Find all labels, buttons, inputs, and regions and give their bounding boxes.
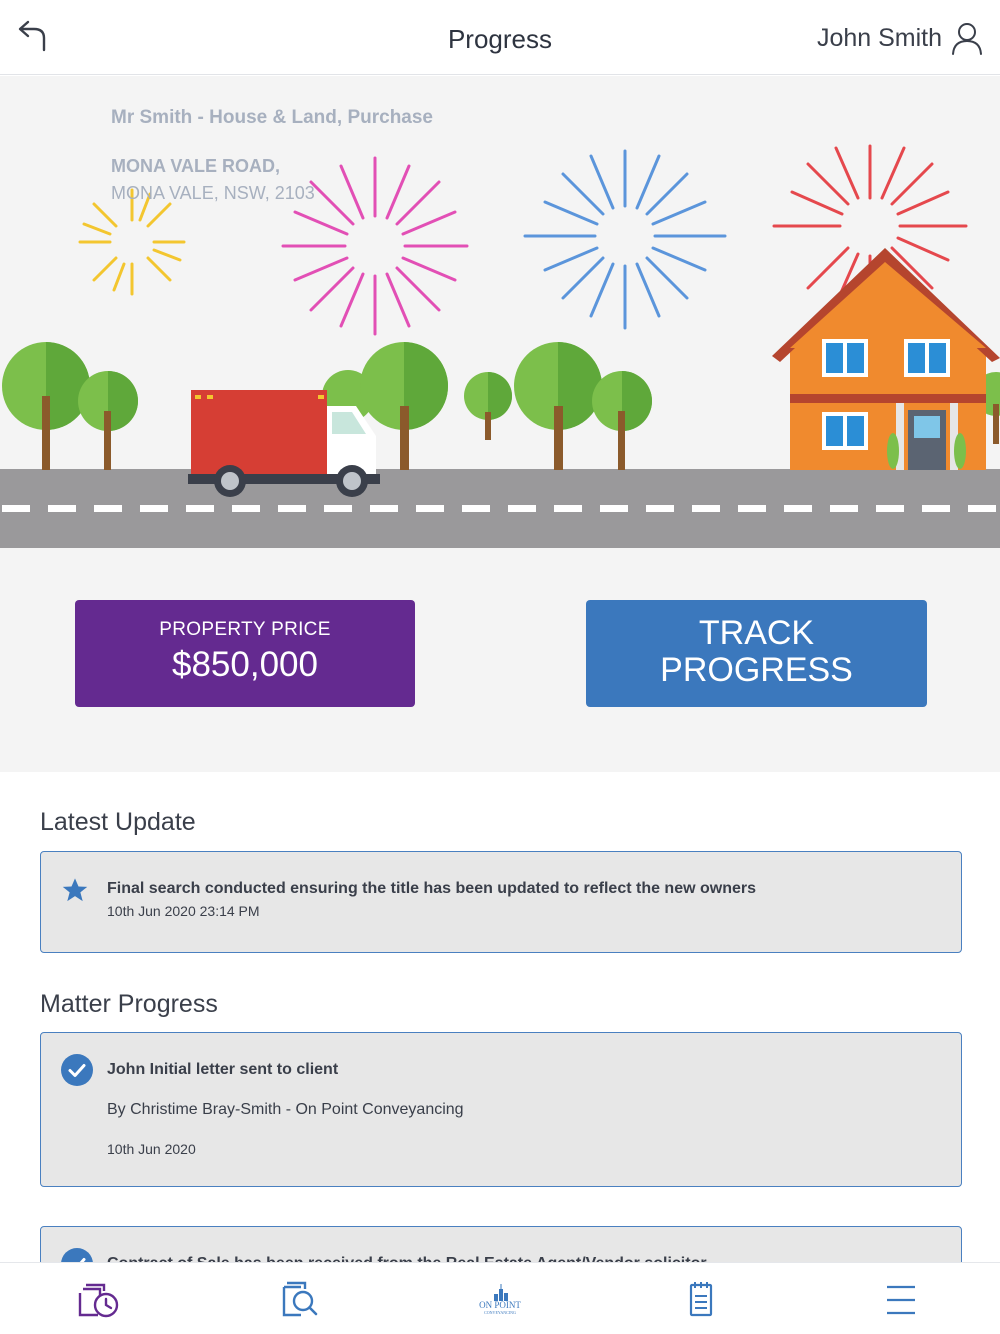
hero-illustration [0,76,1000,548]
notepad-icon [679,1279,723,1319]
logo-subtext: CONVEYANCING [484,1310,516,1315]
latest-update-text: Final search conducted ensuring the title has been updated to reflect the new owners [107,880,757,897]
tab-menu[interactable] [879,1279,923,1319]
user-name: John Smith [816,23,942,52]
latest-update-card[interactable] [40,851,962,953]
moving-truck [188,390,380,497]
latest-update-timestamp: 10th Jun 2020 23:14 PM [107,903,260,919]
moving-scene-illustration [0,76,1000,548]
property-address-line1: MONA VALE ROAD, [111,156,280,176]
tab-documents[interactable] [279,1279,323,1319]
progress-item-title: John Initial letter sent to client [107,1061,339,1078]
user-icon [950,21,984,55]
logo-text: ON POINT [479,1300,521,1310]
track-progress-button[interactable] [586,600,927,707]
matter-title: Mr Smith - House & Land, Purchase [111,107,433,128]
firework-yellow [80,190,184,294]
page-title: Progress [447,24,553,54]
progress-item-author: By Christime Bray-Smith - On Point Conveyancing [107,1101,464,1118]
bottom-tab-bar [0,1262,1000,1334]
menu-icon [879,1279,923,1319]
tab-home-logo[interactable] [470,1279,530,1319]
user-profile-button[interactable] [817,18,984,58]
document-search-icon [279,1279,323,1319]
timeline-icon [78,1279,122,1319]
on-point-logo [470,1279,530,1319]
star-icon [61,876,89,904]
progress-item-date: 10th Jun 2020 [107,1141,196,1157]
firework-blue [525,151,725,328]
track-label-line1: TRACK [698,614,815,652]
track-label-line2: PROGRESS [660,651,853,689]
actions-band [0,548,1000,772]
property-price-label: PROPERTY PRICE [159,619,331,640]
property-price-button[interactable] [75,600,415,707]
property-address-line2: MONA VALE, NSW, 2103 [111,183,315,203]
progress-item[interactable] [40,1032,962,1187]
latest-update-heading: Latest Update [40,808,196,836]
tab-notes[interactable] [679,1279,723,1319]
house [772,248,1000,470]
check-circle-icon [61,1054,93,1086]
top-bar [0,0,1000,75]
matter-progress-heading: Matter Progress [40,990,218,1018]
tab-progress[interactable] [78,1279,122,1319]
property-price-value: $850,000 [172,645,318,684]
